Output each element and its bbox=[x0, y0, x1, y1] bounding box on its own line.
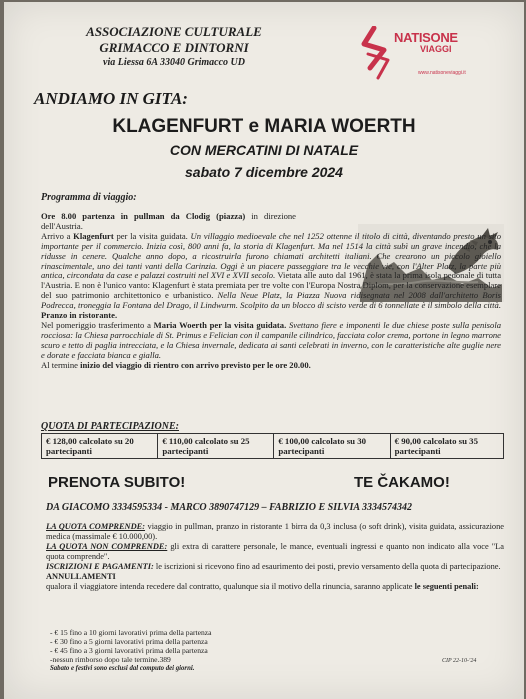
cip-stamp: CIP 22-10-'24 bbox=[442, 658, 477, 664]
departure-destination: in direzione dell'Austria. bbox=[41, 211, 296, 231]
includes-label: LA QUOTA COMPRENDE: bbox=[46, 522, 146, 531]
p2-visit: per la visita guidata. bbox=[113, 230, 191, 241]
cancellations-label: ANNULLAMENTI bbox=[46, 572, 116, 581]
quota-includes bbox=[46, 522, 504, 542]
price-cell-35: € 90,00 calcolato su 35 partecipanti bbox=[390, 434, 503, 459]
excludes-label: LA QUOTA NON COMPRENDE: bbox=[46, 542, 168, 551]
registrations bbox=[46, 562, 504, 572]
program-paragraph-2 bbox=[41, 232, 501, 321]
p2-intro: Arrivo a bbox=[41, 230, 74, 241]
p2-city: Klagenfurt bbox=[73, 230, 114, 241]
headline: ANDIAMO IN GITA: bbox=[34, 89, 188, 108]
price-table bbox=[41, 433, 504, 459]
association-header bbox=[74, 24, 274, 70]
p3-churches: Svettano fiere e imponenti le due chiese poste sulla penisola rocciosa: la Chiesa parrocchiale di St. Primus e Felician con il campanile cilindrico, facciata color crema, portone in legno marrone scuro e tetto di paglia intrecciata, e la Chiesa invernale, dedicata ai santi celebrati in inverno, con le caratteristiche alte guglie nere e dorate e facciata bianca e gialla. bbox=[41, 319, 502, 360]
registrations-label: ISCRIZIONI E PAGAMENTI: bbox=[46, 562, 154, 571]
trip-title: KLAGENFURT e MARIA WOERTH bbox=[112, 116, 416, 137]
p3-destination: Maria Woerth per la visita guidata. bbox=[153, 319, 287, 330]
cancellations-text: qualora il viaggiatore intenda recedere dal contratto, qualunque sia il motivo della rinuncia, saranno applicate bbox=[46, 582, 415, 591]
program-heading: Programma di viaggio: bbox=[41, 192, 137, 203]
penalty-item: - € 30 fino a 5 giorni lavorativi prima della partenza bbox=[50, 637, 208, 646]
penalty-note: Sabato e festivi sono esclusi dal computo dei giorni. bbox=[50, 665, 195, 672]
quota-heading: QUOTA DI PARTECIPAZIONE: bbox=[41, 421, 179, 432]
logo-brand: NATISONE bbox=[394, 30, 458, 45]
logo-url: www.natisoneviaggi.it bbox=[418, 70, 466, 76]
includes-text: viaggio in pullman, pranzo in ristorante 1 birra da 0,3 inclusa (o soft drink), visita guidata, assicurazione medica (massimale € 10.000,00). bbox=[46, 522, 505, 541]
p2-lunch: Pranzo in ristorante. bbox=[41, 310, 118, 321]
cancellations bbox=[46, 572, 504, 592]
penalties-list bbox=[50, 628, 212, 673]
contact-phones: DA GIACOMO 3334595334 - MARCO 3890747129 – FABRIZIO E SILVIA 3334574342 bbox=[46, 502, 412, 513]
conditions bbox=[46, 522, 504, 592]
price-row bbox=[42, 434, 504, 459]
association-subname: GRIMACCO E DINTORNI bbox=[99, 40, 249, 55]
departure-time: Ore 8.00 partenza in pullman da Clodig (piazza) bbox=[41, 211, 246, 221]
p3-intro: Nel pomeriggio trasferimento a bbox=[41, 319, 154, 330]
logo-brand-sub: VIAGGI bbox=[420, 44, 452, 54]
program-paragraph-3 bbox=[41, 321, 501, 361]
penalty-item: -nessun rimborso dopo tale termine.389 bbox=[50, 655, 171, 664]
p2-history: Un villaggio medioevale che nel 1252 ottenne il titolo di città, diventando presto un sito importante per il commercio. Inizia così, 800 anni fa, la storia di Klagenfurt. Ma nel 1514 la città subì un grave incendio, che la ridusse in cenere. Qualche anno dopo, a ricostruirla furono chiamati architetti italiani. Che crearono un piccolo gioiello rinascimentale, uno dei tanti vanti della Carinzia. Oggi è un piacere passeggiare tra le vecchie vie, con l'Alter Platz, la parte più antica, circondata da case e palazzi costruiti nel XVI e XVII secolo. bbox=[41, 230, 501, 281]
trip-date: sabato 7 dicembre 2024 bbox=[185, 164, 343, 180]
p2-dragon: Nella Neue Platz, la Piazza Nuova ridisegnata nel 2008 dall'architetto Boris Podrecca, troneggia la Fontana del Drago, il Lindwurm. Scolpito da un blocco di scisto verde di 6 tonnellate è il simbolo della città. bbox=[41, 290, 501, 311]
p2-pedestrian: Vietata alle auto dal 1961, è stata la prima isola pedonale di tutta l'Austria. E non è l'unico vanto: Klagenfurt è stata premiata per tre volte con l'Europa Nostra Diplom, per la conservazione esemplare del suo patrimonio architettonico e urbanistico. bbox=[41, 270, 502, 301]
trip-subtitle: CON MERCATINI DI NATALE bbox=[169, 142, 359, 158]
program-paragraph-4 bbox=[41, 361, 501, 371]
quota-excludes bbox=[46, 542, 504, 562]
association-name: ASSOCIAZIONE CULTURALE bbox=[86, 24, 262, 39]
price-cell-20: € 128,00 calcolato su 20 partecipanti bbox=[42, 434, 158, 459]
p4-return: inizio del viaggio di rientro con arrivo previsto per le ore 20.00. bbox=[80, 359, 311, 370]
excludes-text: gli extra di carattere personale, le mance, eventuali ingressi e quanto non indicato alla voce "La quota comprende". bbox=[46, 542, 504, 561]
program-paragraph-1 bbox=[41, 212, 296, 232]
penalty-item: - € 15 fino a 10 giorni lavorativi prima della partenza bbox=[50, 628, 212, 637]
book-now-heading: PRENOTA SUBITO! bbox=[48, 474, 186, 491]
program-body bbox=[41, 212, 501, 371]
association-address: via Liessa 6A 33040 Grimacco UD bbox=[103, 57, 245, 68]
p4-intro: Al termine bbox=[41, 359, 81, 370]
penalty-item: - € 45 fino a 3 giorni lavorativi prima della partenza bbox=[50, 646, 208, 655]
natisone-viaggi-logo bbox=[360, 26, 490, 82]
price-cell-30: € 100,00 calcolato su 30 partecipanti bbox=[274, 434, 390, 459]
penalties-label: le seguenti penali: bbox=[414, 582, 479, 591]
logo-mark-icon bbox=[360, 26, 396, 82]
we-await-you-heading: TE ČAKAMO! bbox=[354, 474, 450, 491]
flyer-sheet bbox=[4, 2, 524, 699]
registrations-text: le iscrizioni si ricevono fino ad esaurimento dei posti, previo versamento della quota di partecipazione. bbox=[153, 562, 501, 571]
price-cell-25: € 110,00 calcolato su 25 partecipanti bbox=[158, 434, 274, 459]
